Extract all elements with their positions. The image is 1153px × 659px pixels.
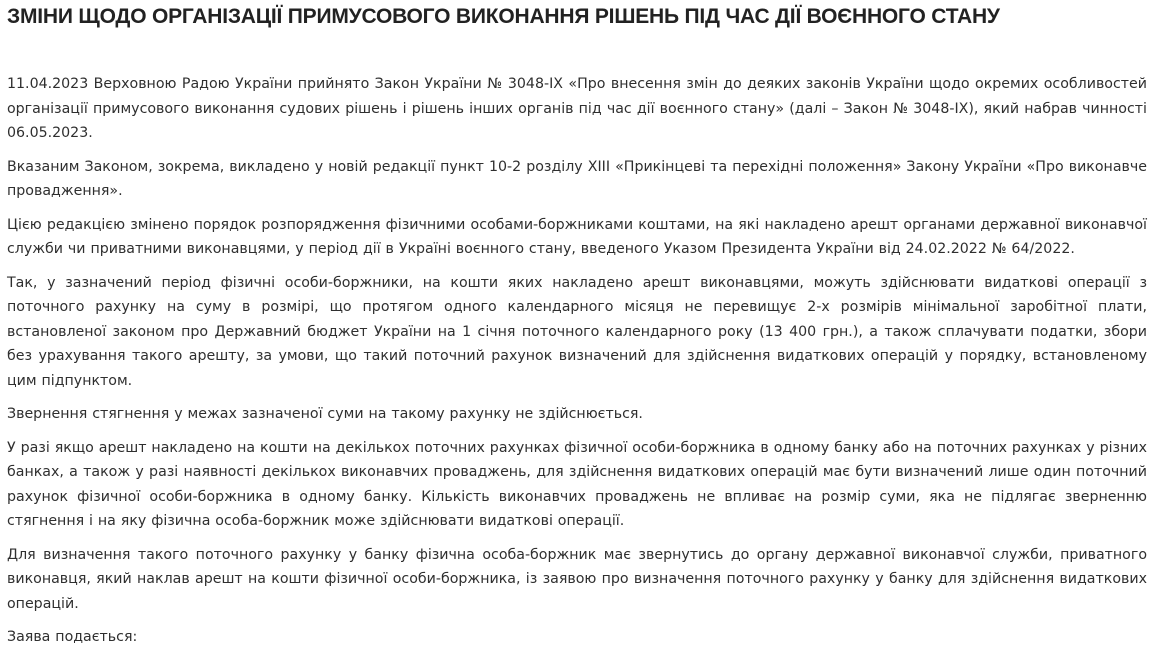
article — [7, 0, 1147, 659]
paragraph-changed-procedure: Цією редакцією змінено порядок розпорядження фізичними особами-боржниками коштами, на які накладено арешт органами державної виконавчої служби чи приватними виконавцями, у період дії в Україні воєнного стану, введеного Указом Президента України від 24.02.2022 № 64/2022. — [7, 216, 1147, 257]
paragraph-new-edition: Вказаним Законом, зокрема, викладено у новій редакції пункт 10-2 розділу XIII «Прикінцеві та перехідні положення» Закону України «Про виконавче провадження». — [7, 158, 1147, 199]
paragraph-expense-operations: Так, у зазначений період фізичні особи-боржники, на кошти яких накладено арешт виконавцями, можуть здійснювати видаткові операції з поточного рахунку на суму в розмірі, що протягом одного календарного місяця не перевищує 2-х розмірів мінімальної заробітної плати, встановленої законом про Державний бюджет України на 1 січня поточного календарного року (13 400 грн.), а також сплачувати податки, збори без урахування такого арешту, за умови, що такий поточний рахунок визначений для здійснення видаткових операцій у порядку, встановленому цим підпунктом. — [7, 274, 1147, 389]
paragraph-application-submitted: Заява подається: — [7, 629, 138, 645]
paragraph-multiple-accounts: У разі якщо арешт накладено на кошти на декількох поточних рахунках фізичної особи-боржника в одному банку або на поточних рахунках у різних банках, а також у разі наявності декількох виконавчих проваджень, для здійснення видаткових операцій має бути визначений лише один поточний рахунок фізичної особи-боржника в одному банку. Кількість виконавчих проваджень не впливає на розмір суми, яка не підлягає зверненню стягнення і на яку фізична особа-боржник може здійснювати видаткові операції. — [7, 439, 1147, 529]
article-body — [7, 72, 1147, 650]
article-title: ЗМІНИ ЩОДО ОРГАНІЗАЦІЇ ПРИМУСОВОГО ВИКОНАННЯ РІШЕНЬ ПІД ЧАС ДІЇ ВОЄННОГО СТАНУ — [7, 5, 1000, 28]
paragraph-law-adoption: 11.04.2023 Верховною Радою України прийнято Закон України № 3048-IX «Про внесення змін до деяких законів України щодо окремих особливостей організації примусового виконання судових рішень і рішень інших органів під час дії воєнного стану» (далі – Закон № 3048-IX), який набрав чинності 06.05.2023. — [7, 76, 1147, 141]
paragraph-no-recovery: Звернення стягнення у межах зазначеної суми на такому рахунку не здійснюється. — [7, 406, 643, 422]
paragraph-account-determination: Для визначення такого поточного рахунку у банку фізична особа-боржник має звернутись до органу державної виконавчої служби, приватного виконавця, який наклав арешт на кошти фізичної особи-боржника, із заявою про визначення поточного рахунку у банку для здійснення видаткових операцій. — [7, 546, 1147, 612]
